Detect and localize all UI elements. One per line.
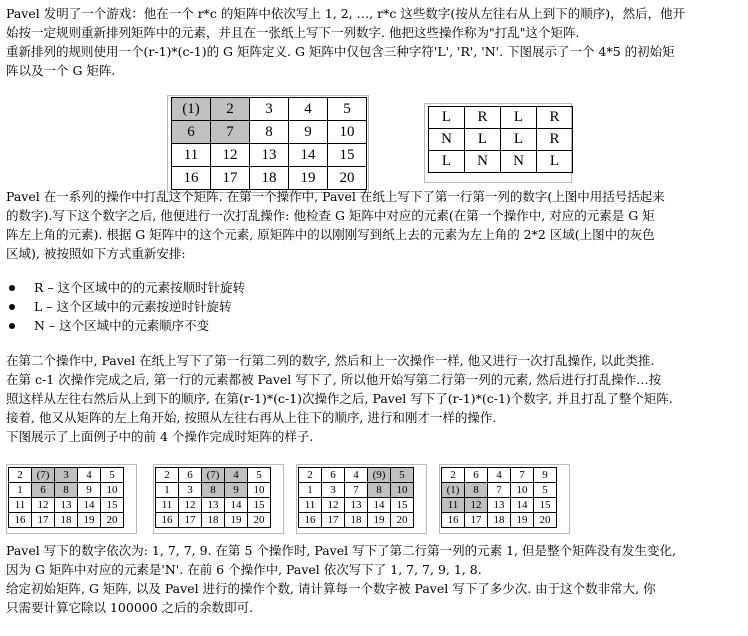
matrix-cell: L [501,107,537,129]
matrix-cell: 10 [101,483,124,498]
matrix-row [442,513,557,528]
matrix-cell: 5 [101,468,124,483]
matrix-cell: 20 [248,513,271,528]
matrix-cell: 3 [179,483,202,498]
matrix-cell: 6 [179,468,202,483]
matrix-row [172,167,367,190]
matrix-cell: 6 [32,483,55,498]
matrix-cell: 8 [202,483,225,498]
matrix-cell: 16 [299,513,322,528]
process-line: 接着, 他又从矩阵的左上角开始, 按照从左往右再从上往下的顺序, 进行和刚才一样的操作. [6,410,497,425]
matrix-row [172,98,367,121]
matrix-cell: 14 [511,498,534,513]
process-line: 下图展示了上面例子中的前 4 个操作完成时矩阵的样子. [6,429,314,444]
matrix-cell: N [501,151,537,173]
matrix-cell: 9 [225,483,248,498]
matrix-cell: R [537,129,573,151]
matrix-cell: (9) [368,468,391,483]
matrix-cell: R [465,107,501,129]
intro-line: 始按一定规则重新排列矩阵中的元素，并且在一张纸上写下一列数字. 他把这些操作称为"打乱"这个矩阵. [6,25,580,40]
matrix-row [156,498,271,513]
matrix-row [172,121,367,144]
matrix-cell: 7 [488,483,511,498]
matrix-row [9,483,124,498]
matrix-cell: 5 [248,468,271,483]
matrix-row [299,513,414,528]
matrix-cell: 11 [442,498,465,513]
matrix-cell: 9 [534,468,557,483]
matrix-cell: 17 [322,513,345,528]
matrix-cell: 6 [172,121,211,144]
matrix-cell: N [429,129,465,151]
matrix-cell: 2 [9,468,32,483]
matrix-cell: 7 [211,121,250,144]
matrix-row [156,468,271,483]
step-matrix [441,467,557,528]
operation-line: 阵左上角的元素). 根据 G 矩阵中的这个元素, 原矩阵中的以刚刚写到纸上去的元素为左上角的 2*2 区域(上图中的灰色 [6,227,655,242]
matrix-cell: 4 [488,468,511,483]
matrix-cell: 2 [299,468,322,483]
matrix-cell: 13 [250,144,289,167]
result-line: Pavel 写下的数字依次为: 1, 7, 7, 9. 在第 5 个操作时, Pavel 写下了第二行第一列的元素 1, 但是整个矩阵没有发生变化, [6,543,676,558]
matrix-cell: 17 [32,513,55,528]
matrix-cell: (7) [32,468,55,483]
operation-line: 区域), 被按照如下方式重新安排: [6,246,186,261]
matrix-cell: 7 [345,483,368,498]
intro-line: Pavel 发明了一个游戏：他在一个 r*c 的矩阵中依次写上 1, 2, …, r*c 这些数字(按从左往右从上到下的顺序)，然后，他开 [6,6,686,21]
matrix-cell: 15 [534,498,557,513]
matrix-cell: 16 [442,513,465,528]
matrix-cell: 2 [442,468,465,483]
matrix-cell: 3 [55,468,78,483]
matrix-cell: 4 [78,468,101,483]
matrix-cell: 18 [250,167,289,190]
matrix-cell: 1 [299,483,322,498]
matrix-row [172,144,367,167]
matrix-cell: R [537,107,573,129]
matrix-cell: 17 [211,167,250,190]
matrix-cell: L [537,151,573,173]
matrix-cell: 11 [172,144,211,167]
matrix-cell: 5 [534,483,557,498]
result-line: 因为 G 矩阵中对应的元素是'N'. 在前 6 个操作中, Pavel 依次写下了 1, 7, 7, 9, 1, 8. [6,562,482,577]
matrix-cell: N [465,151,501,173]
matrix-cell: L [429,107,465,129]
matrix-cell: 12 [465,498,488,513]
matrix-cell: 18 [345,513,368,528]
rule-item: N – 这个区域中的元素顺序不变 [34,318,210,333]
matrix-cell: 11 [9,498,32,513]
matrix-row [299,498,414,513]
intro-line: 阵以及一个 G 矩阵. [6,63,116,78]
matrix-row [429,151,573,173]
step-matrix [298,467,414,528]
step-matrix [8,467,124,528]
matrix-cell: 2 [156,468,179,483]
matrix-row [299,483,414,498]
matrix-cell: 11 [156,498,179,513]
matrix-cell: 9 [289,121,328,144]
matrix-cell: 13 [202,498,225,513]
matrix-cell: 15 [101,498,124,513]
matrix-cell: 15 [248,498,271,513]
matrix-cell: 17 [465,513,488,528]
matrix-cell: (7) [202,468,225,483]
matrix-cell: 20 [328,167,367,190]
matrix-cell: 8 [55,483,78,498]
operation-line: 的数字).写下这个数字之后, 他便进行一次打乱操作: 他检查 G 矩阵中对应的元素(在第一个操作中, 对应的元素是 G 矩 [6,208,655,223]
matrix-cell: L [465,129,501,151]
matrix-cell: 16 [9,513,32,528]
matrix-row [9,498,124,513]
matrix-row [429,129,573,151]
matrix-cell: 19 [511,513,534,528]
matrix-cell: 3 [322,483,345,498]
matrix-cell: 18 [488,513,511,528]
matrix-cell: 14 [78,498,101,513]
matrix-cell: (1) [172,98,211,121]
matrix-cell: (1) [442,483,465,498]
result-line: 给定初始矩阵, G 矩阵, 以及 Pavel 进行的操作个数, 请计算每一个数字被 Pavel 写下了多少次. 由于这个数非常大, 你 [6,581,656,596]
matrix-cell: 14 [368,498,391,513]
matrix-row [442,498,557,513]
matrix-row [156,483,271,498]
matrix-cell: 3 [250,98,289,121]
matrix-cell: 17 [179,513,202,528]
matrix-cell: 1 [9,483,32,498]
matrix-cell: 10 [511,483,534,498]
matrix-cell: 4 [289,98,328,121]
intro-line: 重新排列的规则使用一个(r-1)*(c-1)的 G 矩阵定义. G 矩阵中仅包含三种字符'L', 'R', 'N'. 下图展示了一个 4*5 的初始矩 [6,44,675,59]
matrix-row [442,483,557,498]
matrix-cell: 1 [156,483,179,498]
matrix-cell: 15 [328,144,367,167]
matrix-cell: 19 [368,513,391,528]
matrix-row [156,513,271,528]
matrix-cell: 20 [101,513,124,528]
matrix-cell: 20 [391,513,414,528]
matrix-cell: 5 [391,468,414,483]
matrix-row [442,468,557,483]
matrix-cell: 9 [78,483,101,498]
matrix-cell: 2 [211,98,250,121]
matrix-cell: 13 [488,498,511,513]
matrix-row [429,107,573,129]
matrix-cell: 10 [248,483,271,498]
matrix-cell: 4 [225,468,248,483]
matrix-cell: 14 [225,498,248,513]
matrix-cell: 6 [465,468,488,483]
matrix-cell: 12 [322,498,345,513]
matrix-cell: 15 [391,498,414,513]
matrix-cell: 16 [156,513,179,528]
matrix-row [9,513,124,528]
matrix-cell: 4 [345,468,368,483]
matrix-cell: 19 [78,513,101,528]
bullet-icon [9,304,15,310]
matrix-cell: 8 [250,121,289,144]
process-line: 在第二个操作中, Pavel 在纸上写下了第一行第二列的数字, 然后和上一次操作一样, 他又进行一次打乱操作, 以此类推. [6,353,655,368]
matrix-row [299,468,414,483]
step-matrix [155,467,271,528]
operation-line: Pavel 在一系列的操作中打乱这个矩阵. 在第一个操作中, Pavel 在纸上写下了第一行第一列的数字(上图中用括号括起来 [6,189,665,204]
matrix-cell: 12 [32,498,55,513]
process-line: 在第 c-1 次操作完成之后, 第一行的元素都被 Pavel 写下了, 所以他开始写第二行第一列的元素, 然后进行打乱操作…按 [6,372,662,387]
matrix-cell: 10 [328,121,367,144]
matrix-cell: 19 [225,513,248,528]
matrix-cell: 18 [202,513,225,528]
matrix-cell: L [429,151,465,173]
matrix-row [9,468,124,483]
matrix-cell: 5 [328,98,367,121]
matrix-cell: 18 [55,513,78,528]
matrix-cell: 13 [55,498,78,513]
matrix-cell: 8 [368,483,391,498]
process-line: 照这样从左往右然后从上到下的顺序, 在第(r-1)*(c-1)次操作之后, Pavel 写下了(r-1)*(c-1)个数字, 并且打乱了整个矩阵. [6,391,673,406]
matrix-cell: 7 [511,468,534,483]
matrix-cell: 16 [172,167,211,190]
matrix-cell: 8 [465,483,488,498]
initial-matrix [171,97,367,190]
rule-item: R – 这个区域中的的元素按顺时针旋转 [34,280,246,295]
matrix-cell: 12 [211,144,250,167]
matrix-cell: 11 [299,498,322,513]
matrix-cell: 12 [179,498,202,513]
matrix-cell: L [501,129,537,151]
result-line: 只需要计算它除以 100000 之后的余数即可. [6,600,254,615]
g-matrix [428,106,573,173]
matrix-cell: 6 [322,468,345,483]
bullet-icon [9,285,15,291]
rule-item: L – 这个区域中的元素按逆时针旋转 [34,299,232,314]
matrix-cell: 10 [391,483,414,498]
matrix-cell: 19 [289,167,328,190]
bullet-icon [9,323,15,329]
matrix-cell: 14 [289,144,328,167]
matrix-cell: 20 [534,513,557,528]
matrix-cell: 13 [345,498,368,513]
